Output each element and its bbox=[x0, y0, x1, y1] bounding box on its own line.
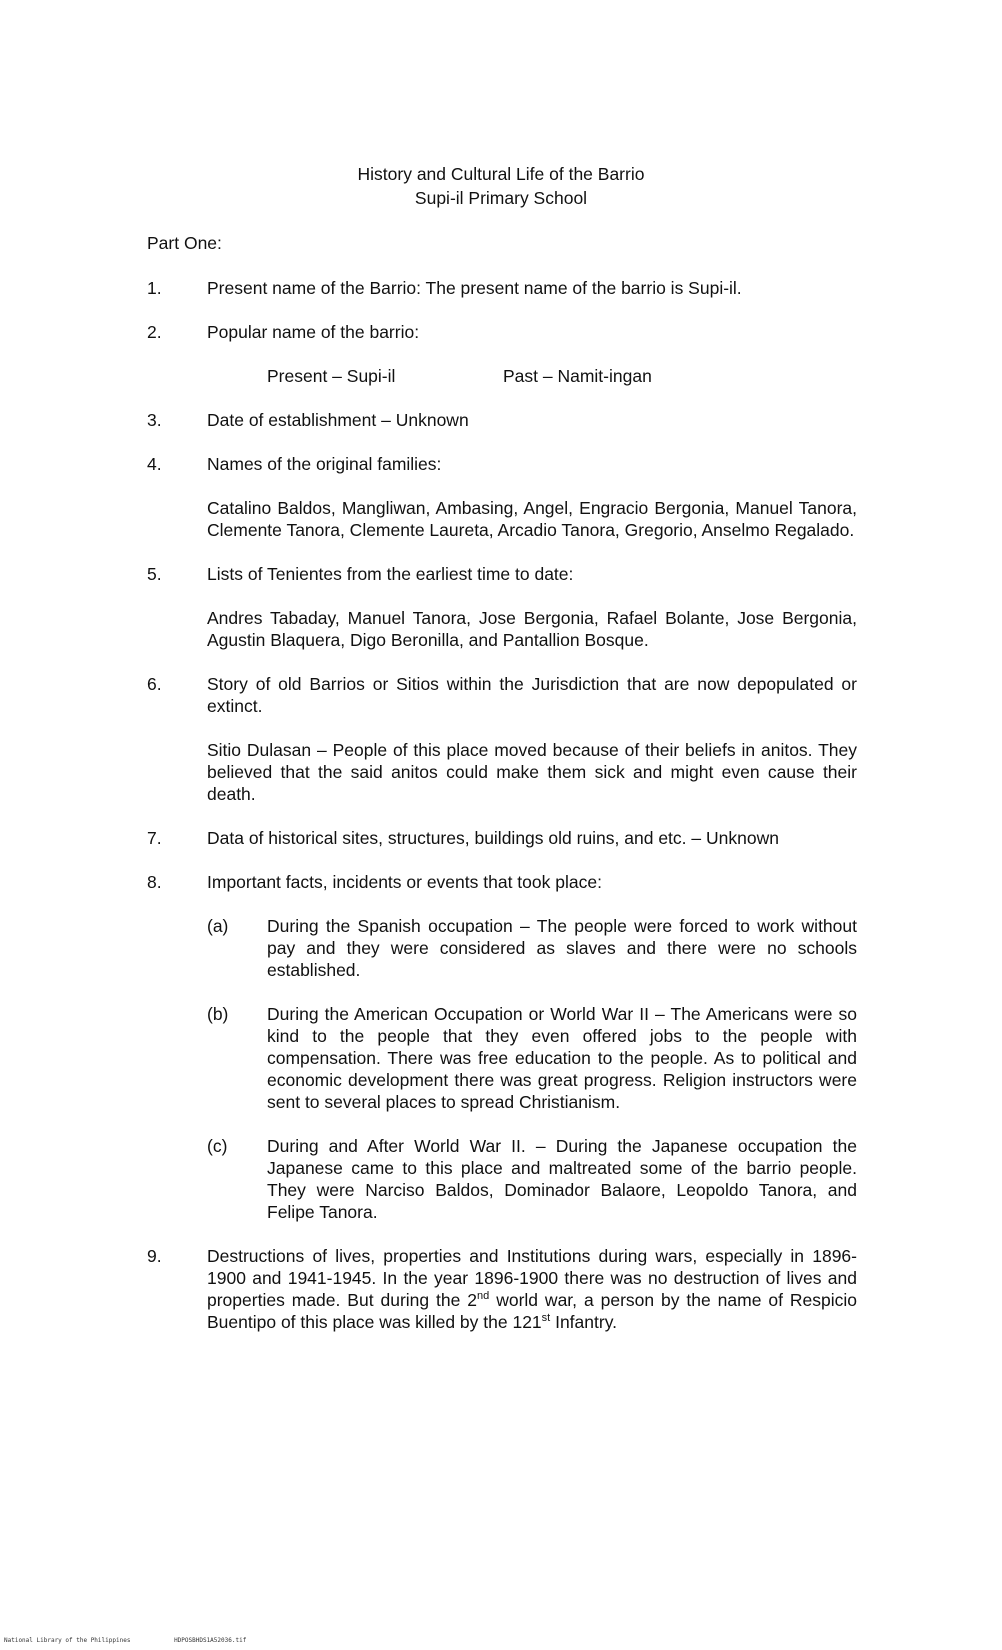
list-item-5 bbox=[147, 563, 857, 651]
item-number: 6. bbox=[147, 674, 162, 694]
item-number: 9. bbox=[147, 1246, 162, 1266]
part-heading: Part One: bbox=[147, 233, 222, 253]
list-item-6 bbox=[147, 673, 857, 805]
numbered-list bbox=[147, 277, 857, 1355]
item-text: Data of historical sites, structures, buildings old ruins, and etc. – Unknown bbox=[207, 828, 779, 848]
item-detail: Sitio Dulasan – People of this place moved because of their beliefs in anitos. They believed that the said anitos could make them sick and might even cause their death. bbox=[207, 740, 857, 804]
list-item-7 bbox=[147, 827, 857, 849]
item-text: Names of the original families: bbox=[207, 454, 442, 474]
document-title bbox=[0, 162, 1002, 210]
list-item-8 bbox=[147, 871, 857, 1223]
sub-item-label: (c) bbox=[207, 1136, 228, 1156]
list-item-1 bbox=[147, 277, 857, 299]
file-code: HDPOSBHDS1A52036.tif bbox=[174, 1637, 247, 1644]
ordinal-suffix: nd bbox=[477, 1290, 490, 1303]
item-number: 7. bbox=[147, 828, 162, 848]
item-number: 2. bbox=[147, 322, 162, 342]
list-item-3 bbox=[147, 409, 857, 431]
item-text: Story of old Barrios or Sitios within the Jurisdiction that are now depopulated or extinct. bbox=[207, 674, 857, 716]
item-text: Popular name of the barrio: bbox=[207, 322, 420, 342]
sub-item-text: During the American Occupation or World War II – The Americans were so kind to the people that they even offered jobs to the people with compensation. There was free education to the people. As to political and economic development there was great progress. Religion instructors were sent to several places to spread Christianism. bbox=[267, 1004, 857, 1112]
sub-item-a bbox=[207, 915, 857, 981]
list-item-2 bbox=[147, 321, 857, 387]
item-text-part: Infantry. bbox=[550, 1312, 618, 1332]
past-name: Past – Namit-ingan bbox=[503, 366, 652, 386]
list-item-9 bbox=[147, 1245, 857, 1333]
item-detail: Andres Tabaday, Manuel Tanora, Jose Bergonia, Rafael Bolante, Jose Bergonia, Agustin Blaquera, Digo Beronilla, and Pantallion Bosque. bbox=[207, 608, 857, 650]
sub-item-text: During the Spanish occupation – The people were forced to work without pay and they were considered as slaves and there were no schools established. bbox=[267, 916, 857, 980]
item-text: Present name of the Barrio: The present name of the barrio is Supi-il. bbox=[207, 278, 742, 298]
present-name: Present – Supi-il bbox=[267, 366, 396, 386]
sub-item-label: (a) bbox=[207, 916, 229, 936]
sub-item-b bbox=[207, 1003, 857, 1113]
title-line-1: History and Cultural Life of the Barrio bbox=[357, 164, 645, 184]
item-text-part: Destructions of lives, properties and Institutions during wars, especially in 1896-1900 and 1941-1945. In the year 1896-1900 there was no destruction of lives and properties made. But during the 2 bbox=[207, 1246, 857, 1310]
item-detail: Catalino Baldos, Mangliwan, Ambasing, Angel, Engracio Bergonia, Manuel Tanora, Clemente Tanora, Clemente Laureta, Arcadio Tanora, Gregorio, Anselmo Regalado. bbox=[207, 498, 857, 540]
item-text: Important facts, incidents or events that took place: bbox=[207, 872, 602, 892]
item-text: Lists of Tenientes from the earliest time to date: bbox=[207, 564, 574, 584]
list-item-4 bbox=[147, 453, 857, 541]
item-text bbox=[207, 1245, 857, 1333]
sub-item-label: (b) bbox=[207, 1004, 229, 1024]
item-text: Date of establishment – Unknown bbox=[207, 410, 469, 430]
item-number: 8. bbox=[147, 872, 162, 892]
item-number: 1. bbox=[147, 278, 162, 298]
item-number: 5. bbox=[147, 564, 162, 584]
title-line-2: Supi-il Primary School bbox=[414, 188, 588, 208]
sub-item-text: During and After World War II. – During the Japanese occupation the Japanese came to this place and maltreated some of the barrio people. They were Narciso Baldos, Dominador Balaore, Leopoldo Tanora, and Felipe Tanora. bbox=[267, 1136, 857, 1222]
scan-footer bbox=[4, 1637, 286, 1645]
present-past-names bbox=[267, 365, 857, 387]
ordinal-suffix: st bbox=[541, 1312, 551, 1325]
item-number: 3. bbox=[147, 410, 162, 430]
item-text-part: world war, a person by the name of Respicio Buentipo of this place was killed by the 121 bbox=[207, 1290, 857, 1332]
item-number: 4. bbox=[147, 454, 162, 474]
sub-item-c bbox=[207, 1135, 857, 1223]
library-label: National Library of the Philippines bbox=[4, 1637, 131, 1644]
